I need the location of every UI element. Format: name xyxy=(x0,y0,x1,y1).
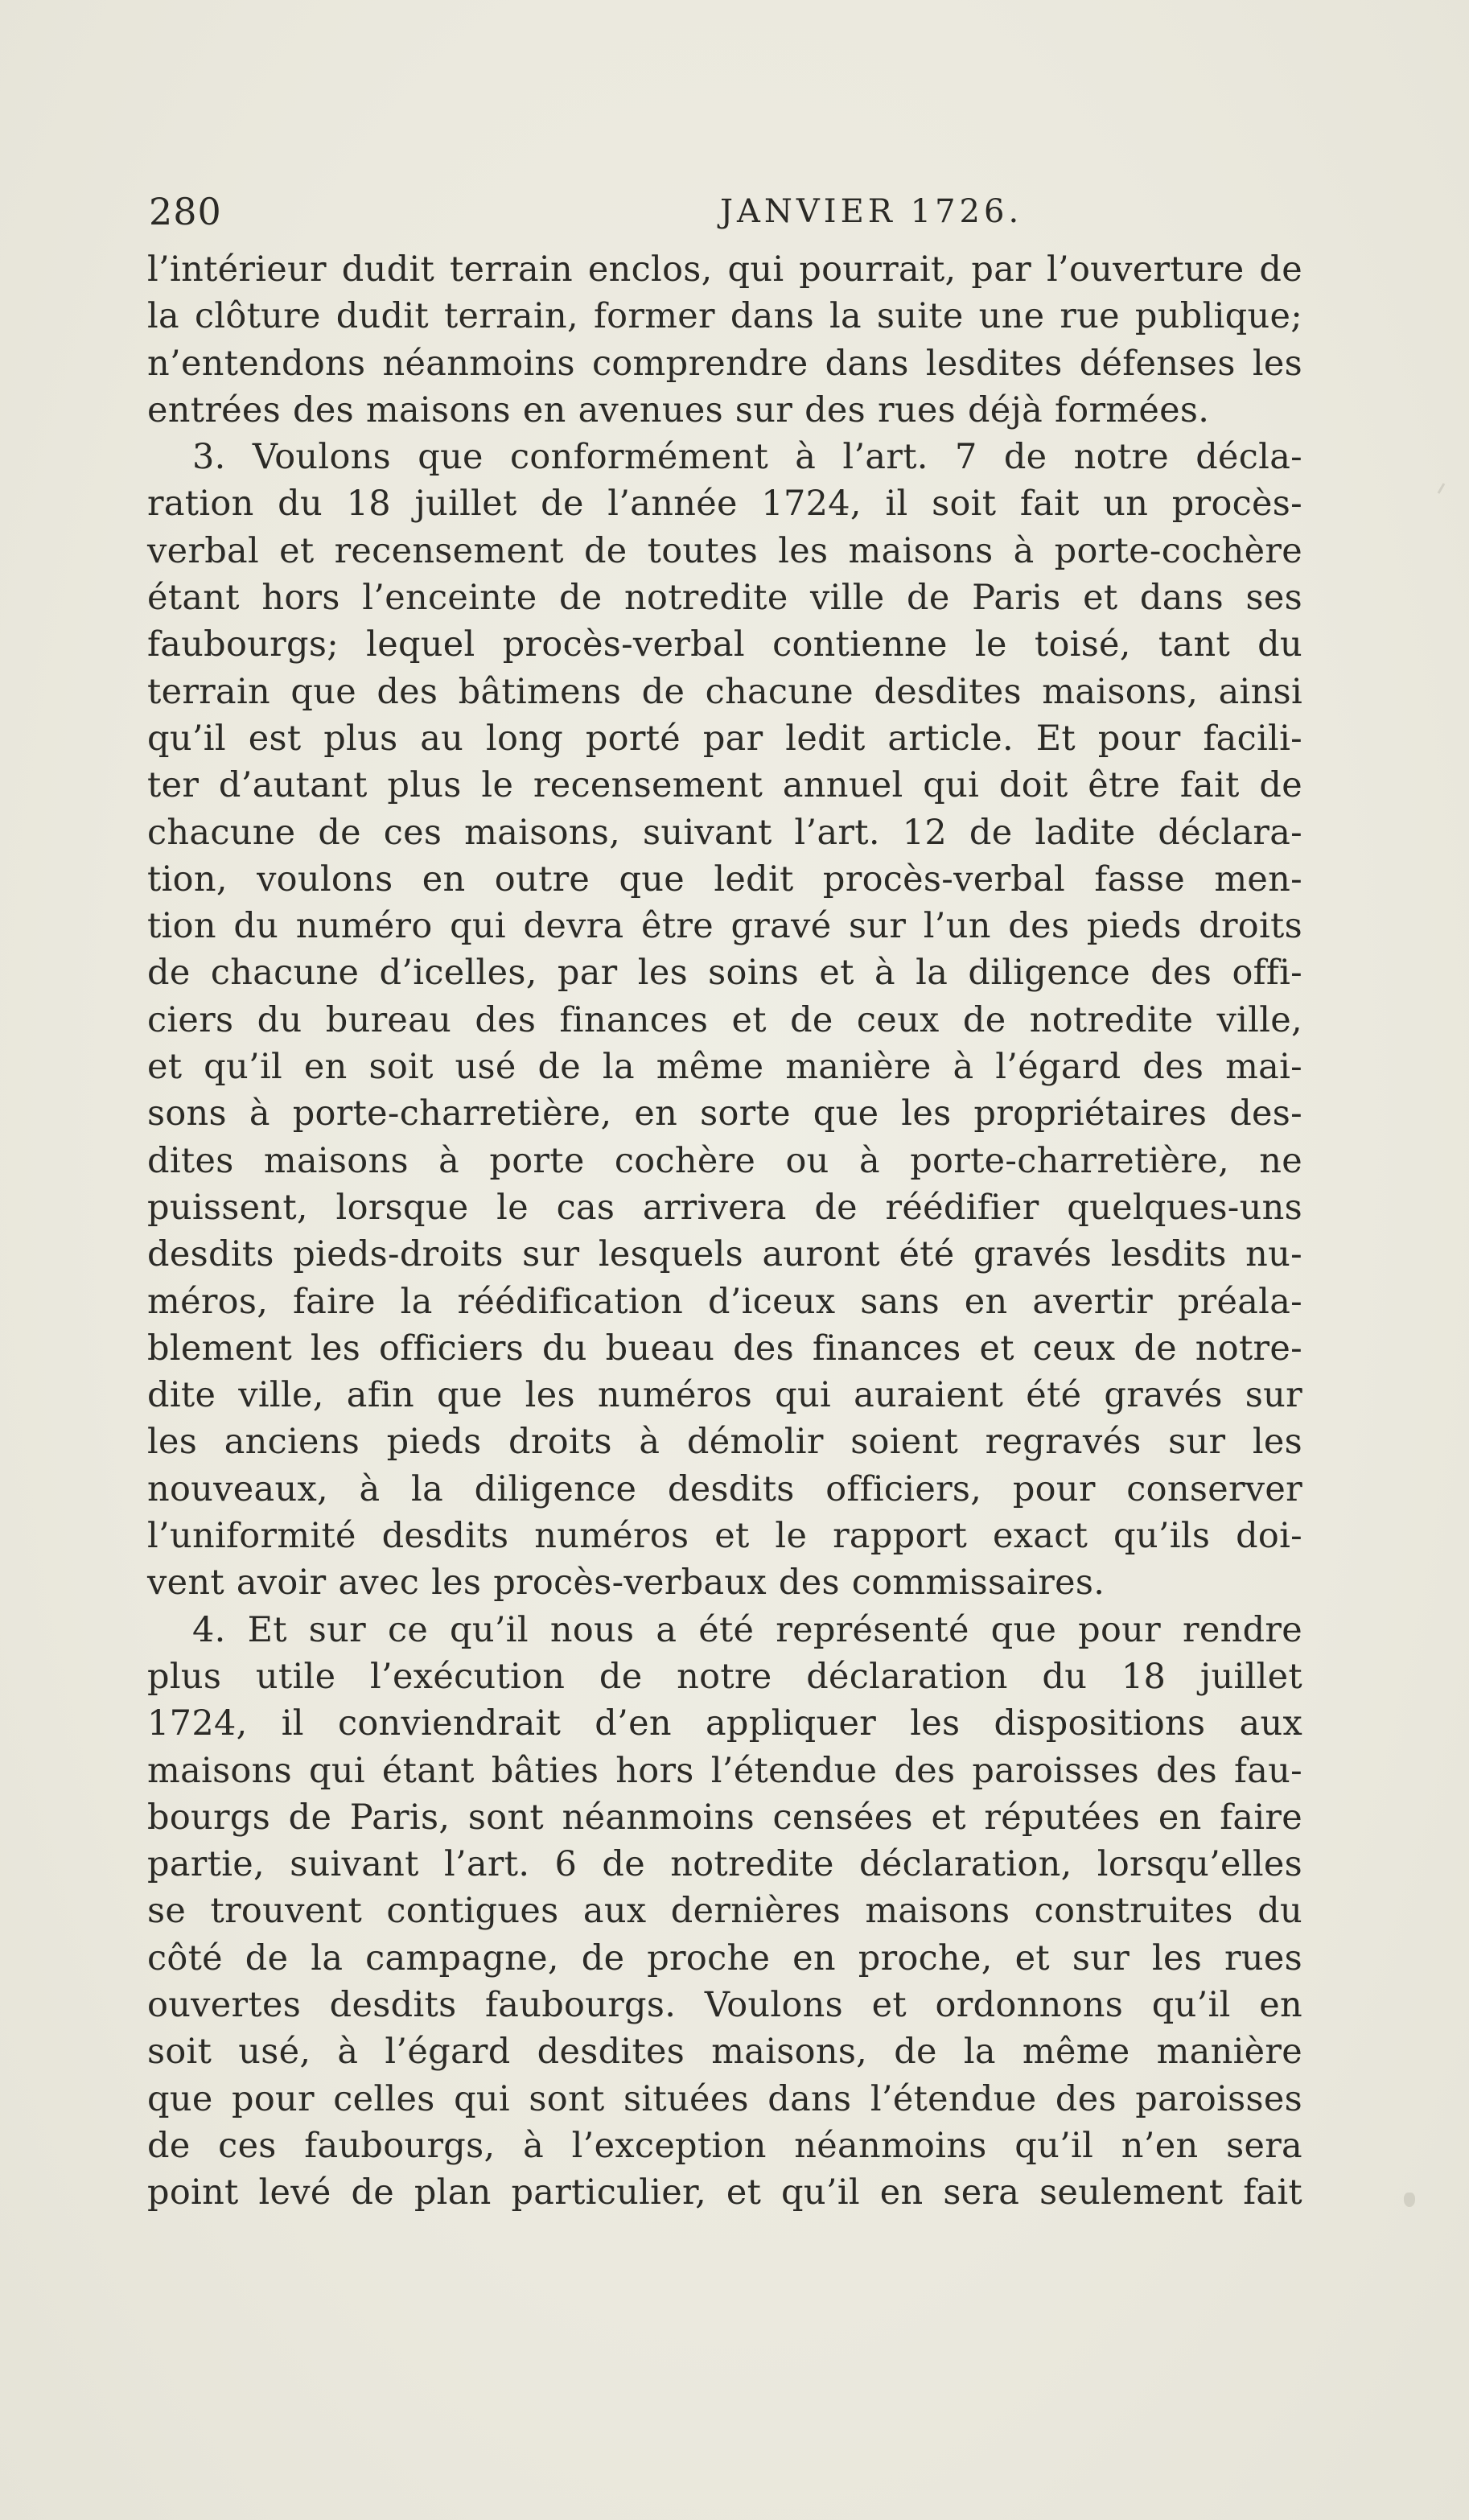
text-line: partie, suivant l’art. 6 de notredite déclaration, lorsqu’elles xyxy=(147,1844,1302,1885)
text-line: ration du 18 juillet de l’année 1724, il soit fait un procès- xyxy=(147,484,1302,525)
text-line: faubourgs; lequel procès-verbal contienne le toisé, tant du xyxy=(147,624,1302,665)
text-line: ciers du bureau des finances et de ceux de notredite ville, xyxy=(147,999,1302,1040)
text-line: étant hors l’enceinte de notredite ville de Paris et dans ses xyxy=(147,578,1302,619)
text-line: bourgs de Paris, sont néanmoins censées et réputées en faire xyxy=(147,1797,1302,1838)
text-line: verbal et recensement de toutes les maisons à porte-cochère xyxy=(147,530,1302,571)
text-line: la clôture dudit terrain, former dans la suite une rue publique; xyxy=(147,296,1302,337)
text-line: l’uniformité desdits numéros et le rapport exact qu’ils doi- xyxy=(147,1516,1302,1557)
text-line: 3. Voulons que conformément à l’art. 7 de notre décla- xyxy=(192,437,1302,478)
text-line: desdits pieds-droits sur lesquels auront été gravés lesdits nu- xyxy=(147,1234,1302,1275)
text-line: point levé de plan particulier, et qu’il en sera seulement fait xyxy=(147,2172,1302,2213)
text-line: vent avoir avec les procès-verbaux des commissaires. xyxy=(147,1563,1105,1604)
text-line: qu’il est plus au long porté par ledit article. Et pour facili- xyxy=(147,718,1302,759)
text-line: côté de la campagne, de proche en proche, et sur les rues xyxy=(147,1937,1302,1979)
text-line: dite ville, afin que les numéros qui auraient été gravés sur xyxy=(147,1375,1302,1416)
text-line: puissent, lorsque le cas arrivera de réédifier quelques-uns xyxy=(147,1187,1302,1228)
paper-blemish xyxy=(1404,2193,1415,2207)
text-line: plus utile l’exécution de notre déclaration du 18 juillet xyxy=(147,1656,1302,1697)
text-line: sons à porte-charretière, en sorte que les propriétaires des- xyxy=(147,1093,1302,1134)
running-title: JANVIER 1726. xyxy=(720,193,1023,230)
text-line: maisons qui étant bâties hors l’étendue des paroisses des fau- xyxy=(147,1750,1302,1791)
text-line: 1724, il conviendrait d’en appliquer les dispositions aux xyxy=(147,1703,1302,1744)
text-line: les anciens pieds droits à démolir soient regravés sur les xyxy=(147,1422,1302,1463)
text-line: l’intérieur dudit terrain enclos, qui pourrait, par l’ouverture de xyxy=(147,249,1302,290)
text-line: 4. Et sur ce qu’il nous a été représenté que pour rendre xyxy=(192,1609,1302,1650)
text-line: blement les officiers du bueau des finances et ceux de notre- xyxy=(147,1328,1302,1369)
text-line: chacune de ces maisons, suivant l’art. 12 de ladite déclara- xyxy=(147,812,1302,853)
text-line: que pour celles qui sont situées dans l’étendue des paroisses xyxy=(147,2078,1302,2119)
text-line: soit usé, à l’égard desdites maisons, de la même manière xyxy=(147,2032,1302,2073)
text-line: entrées des maisons en avenues sur des rues déjà formées. xyxy=(147,389,1210,430)
text-line: et qu’il en soit usé de la même manière à l’égard des mai- xyxy=(147,1047,1302,1088)
paper-blemish xyxy=(1438,483,1446,494)
text-line: terrain que des bâtimens de chacune desdites maisons, ainsi xyxy=(147,671,1302,712)
text-line: n’entendons néanmoins comprendre dans lesdites défenses les xyxy=(147,343,1302,384)
body-text xyxy=(147,246,1302,2216)
text-line: tion du numéro qui devra être gravé sur l’un des pieds droits xyxy=(147,906,1302,947)
page-header xyxy=(149,190,1299,238)
text-line: de chacune d’icelles, par les soins et à la diligence des offi- xyxy=(147,953,1302,994)
text-line: nouveaux, à la diligence desdits officiers, pour conserver xyxy=(147,1468,1302,1509)
text-line: dites maisons à porte cochère ou à porte-charretière, ne xyxy=(147,1140,1302,1181)
text-line: ter d’autant plus le recensement annuel qui doit être fait de xyxy=(147,765,1302,806)
text-line: se trouvent contigues aux dernières maisons construites du xyxy=(147,1891,1302,1932)
text-line: de ces faubourgs, à l’exception néanmoins qu’il n’en sera xyxy=(147,2125,1302,2166)
text-line: ouvertes desdits faubourgs. Voulons et ordonnons qu’il en xyxy=(147,1984,1302,2025)
text-line: tion, voulons en outre que ledit procès-verbal fasse men- xyxy=(147,859,1302,900)
page-number: 280 xyxy=(149,190,222,233)
text-line: méros, faire la réédification d’iceux sans en avertir préala- xyxy=(147,1281,1302,1322)
